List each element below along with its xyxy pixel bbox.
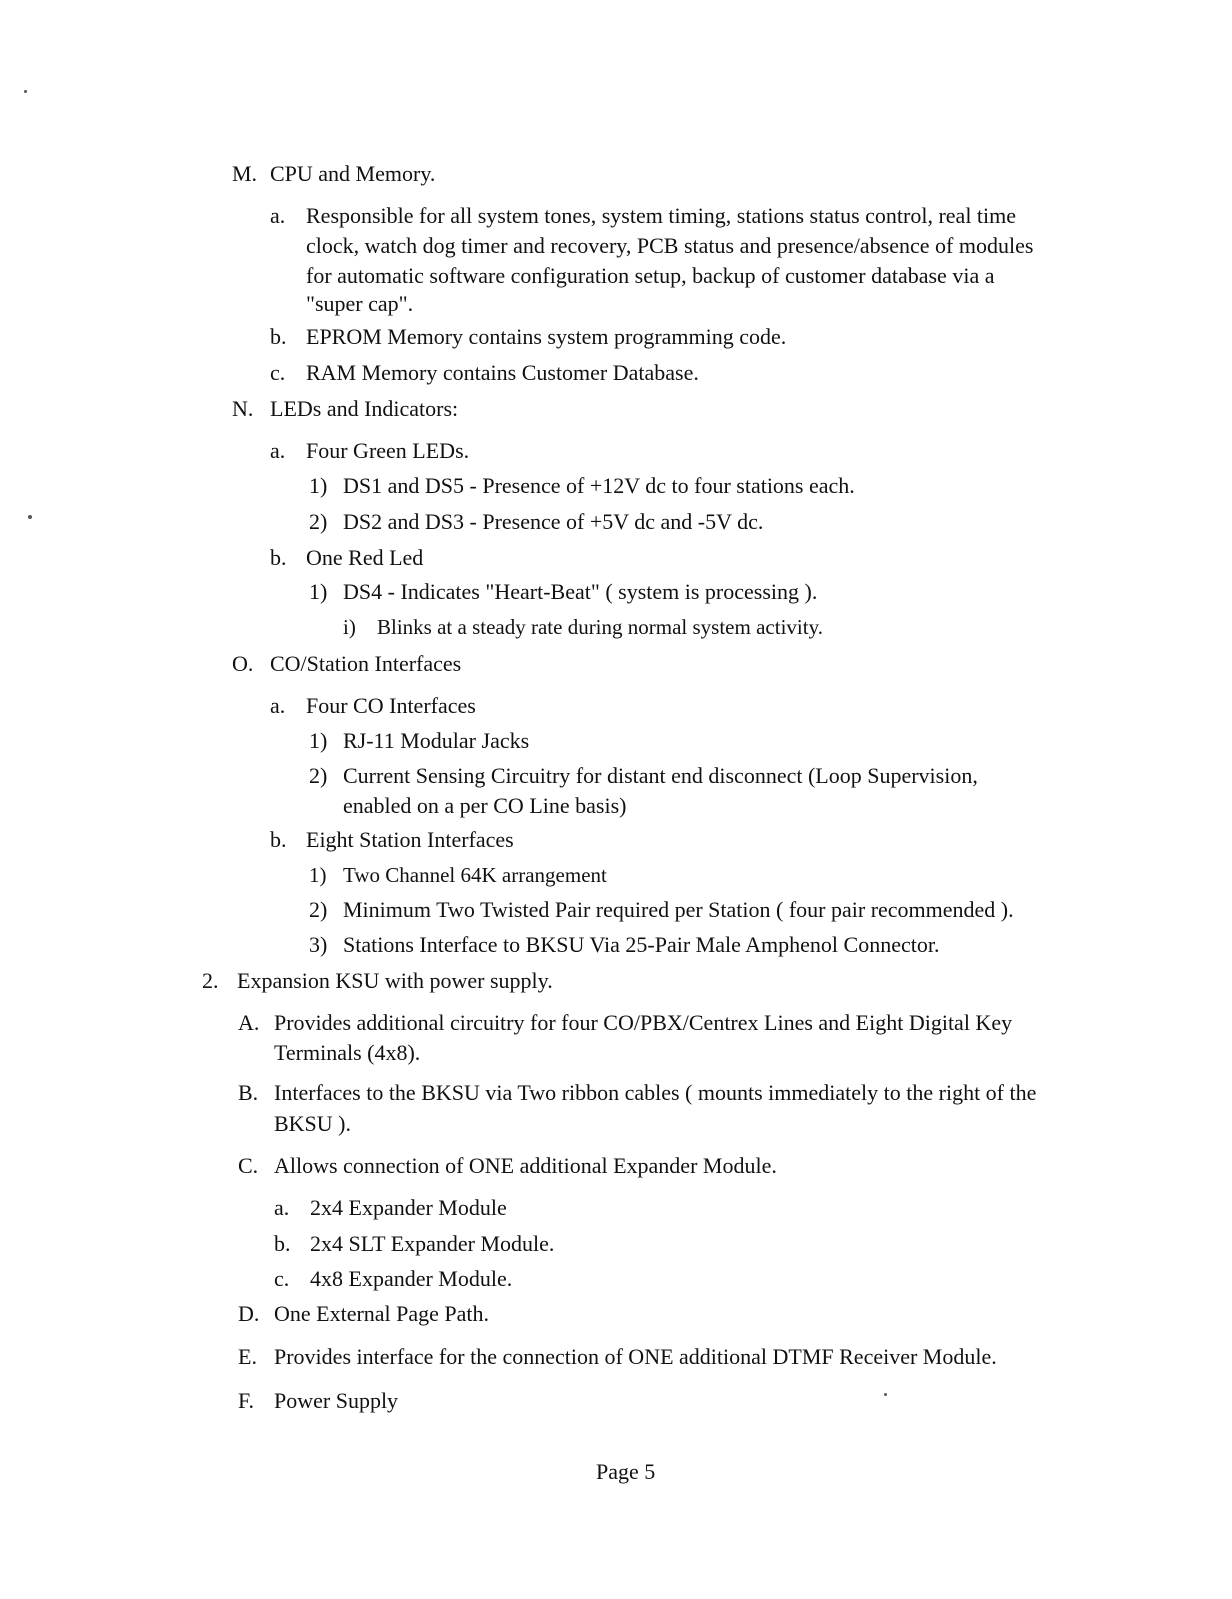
item-marker: 3) bbox=[309, 932, 328, 957]
item-text-line: BKSU ). bbox=[274, 1111, 352, 1136]
item-marker: a. bbox=[270, 693, 286, 718]
item-marker: E. bbox=[238, 1344, 257, 1369]
item-text: Eight Station Interfaces bbox=[306, 827, 514, 852]
item-marker: 1) bbox=[309, 473, 328, 498]
section-title: CPU and Memory. bbox=[270, 161, 436, 186]
item-text: Stations Interface to BKSU Via 25-Pair Male Amphenol Connector. bbox=[343, 932, 940, 957]
item-text-line: Provides additional circuitry for four CO/PBX/Centrex Lines and Eight Digital Key bbox=[274, 1010, 1013, 1035]
item-text-line: enabled on a per CO Line basis) bbox=[343, 793, 627, 818]
item-text: Blinks at a steady rate during normal system activity. bbox=[377, 615, 823, 639]
item-marker: b. bbox=[274, 1231, 291, 1256]
item-marker: b. bbox=[270, 827, 287, 852]
item-text: Provides interface for the connection of ONE additional DTMF Receiver Module. bbox=[274, 1344, 997, 1369]
item-marker: 2) bbox=[309, 763, 328, 788]
item-marker: i) bbox=[343, 615, 356, 639]
item-text: RAM Memory contains Customer Database. bbox=[306, 360, 699, 385]
item-marker: F. bbox=[238, 1388, 254, 1413]
item-marker: b. bbox=[270, 324, 287, 349]
item-marker: c. bbox=[274, 1266, 290, 1291]
item-text: One External Page Path. bbox=[274, 1301, 490, 1326]
item-text-line: clock, watch dog timer and recovery, PCB status and presence/absence of modules bbox=[306, 233, 1034, 258]
section-marker: M. bbox=[232, 161, 258, 186]
item-text: Two Channel 64K arrangement bbox=[343, 863, 607, 887]
item-marker: a. bbox=[270, 438, 286, 463]
item-text: DS1 and DS5 - Presence of +12V dc to four stations each. bbox=[343, 473, 855, 498]
item-marker: 1) bbox=[309, 863, 327, 887]
item-marker: 1) bbox=[309, 579, 328, 604]
item-text: 2x4 Expander Module bbox=[310, 1195, 507, 1220]
item-text: One Red Led bbox=[306, 545, 424, 570]
item-text-line: "super cap". bbox=[306, 291, 414, 316]
item-marker: C. bbox=[238, 1153, 259, 1178]
section-title: Expansion KSU with power supply. bbox=[237, 968, 553, 993]
item-marker: a. bbox=[270, 203, 286, 228]
page-number: Page 5 bbox=[596, 1459, 656, 1484]
item-marker: 2) bbox=[309, 897, 328, 922]
item-marker: c. bbox=[270, 360, 286, 385]
item-text: DS2 and DS3 - Presence of +5V dc and -5V dc. bbox=[343, 509, 764, 534]
item-marker: A. bbox=[238, 1010, 260, 1035]
scan-speck bbox=[884, 1393, 887, 1396]
item-text: Minimum Two Twisted Pair required per Station ( four pair recommended ). bbox=[343, 897, 1014, 922]
item-marker: B. bbox=[238, 1080, 259, 1105]
section-marker: N. bbox=[232, 396, 254, 421]
item-text: EPROM Memory contains system programming code. bbox=[306, 324, 787, 349]
item-text: Allows connection of ONE additional Expander Module. bbox=[274, 1153, 777, 1178]
item-text-line: Interfaces to the BKSU via Two ribbon cables ( mounts immediately to the right of the bbox=[274, 1080, 1037, 1105]
item-marker: D. bbox=[238, 1301, 260, 1326]
item-marker: a. bbox=[274, 1195, 290, 1220]
item-text-line: for automatic software configuration setup, backup of customer database via a bbox=[306, 263, 995, 288]
item-marker: b. bbox=[270, 545, 287, 570]
item-marker: 2) bbox=[309, 509, 328, 534]
item-marker: 1) bbox=[309, 728, 328, 753]
item-text: 4x8 Expander Module. bbox=[310, 1266, 513, 1291]
item-text: RJ-11 Modular Jacks bbox=[343, 728, 530, 753]
scan-speck bbox=[28, 515, 32, 519]
scan-speck bbox=[24, 90, 27, 93]
item-text: 2x4 SLT Expander Module. bbox=[310, 1231, 555, 1256]
section-title: LEDs and Indicators: bbox=[270, 396, 459, 421]
item-text-line: Terminals (4x8). bbox=[274, 1040, 421, 1065]
item-text: Power Supply bbox=[274, 1388, 399, 1413]
section-marker: O. bbox=[232, 651, 254, 676]
section-marker: 2. bbox=[202, 968, 219, 993]
section-title: CO/Station Interfaces bbox=[270, 651, 462, 676]
item-text-line: Current Sensing Circuitry for distant end disconnect (Loop Supervision, bbox=[343, 763, 978, 788]
item-text: Four Green LEDs. bbox=[306, 438, 470, 463]
item-text-line: Responsible for all system tones, system timing, stations status control, real time bbox=[306, 203, 1017, 228]
item-text: DS4 - Indicates "Heart-Beat" ( system is processing ). bbox=[343, 579, 818, 604]
item-text: Four CO Interfaces bbox=[306, 693, 476, 718]
